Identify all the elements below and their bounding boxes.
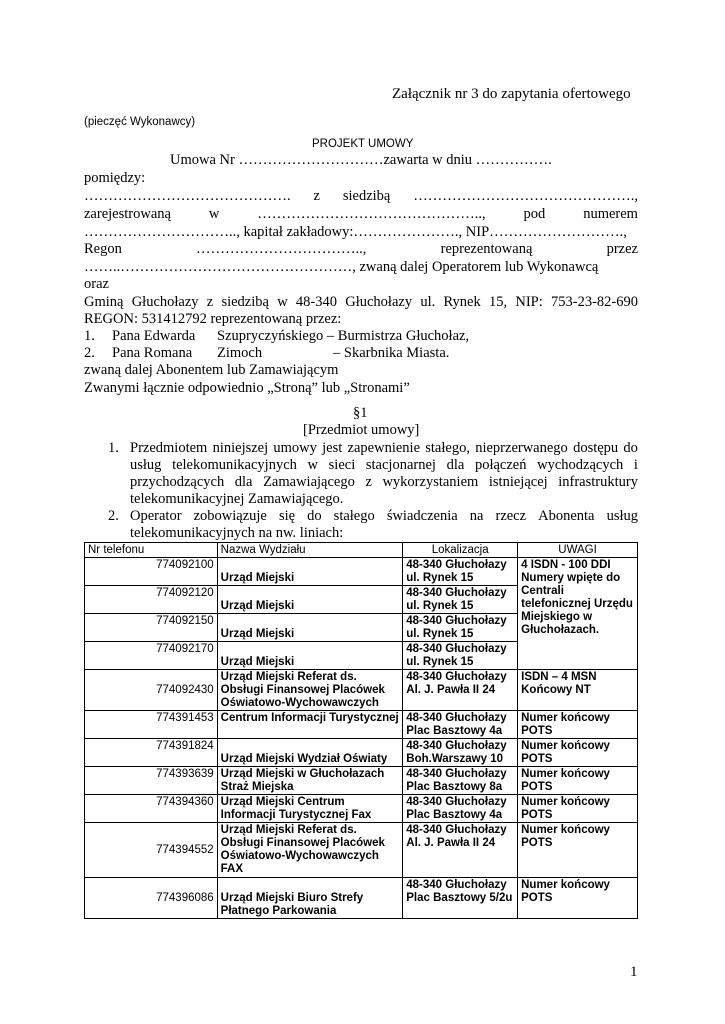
location-cell: 48-340 Głuchołazy Plac Basztowy 4a — [403, 795, 518, 823]
department-cell: Urząd Miejski w Głuchołazach Straż Miejska — [217, 767, 403, 795]
department-cell: Centrum Informacji Turystycznej — [217, 711, 403, 739]
notes-cell: Numer końcowy POTS — [518, 739, 638, 767]
phone-number-cell: 774394552 — [85, 823, 218, 878]
and-label: oraz — [84, 276, 109, 292]
table-row — [85, 711, 638, 739]
table-row — [85, 878, 638, 919]
department-cell: Urząd Miejski Wydział Oświaty — [217, 739, 403, 767]
rep-1-name: Pana Edwarda — [112, 328, 196, 344]
column-header-location: Lokalizacja — [403, 543, 518, 558]
notes-cell: Numer końcowy POTS — [518, 878, 638, 919]
rep-1-role: Szupryczyńskiego – Burmistrza Głuchołaz, — [217, 328, 470, 344]
department-cell: Urząd Miejski — [217, 642, 403, 670]
paragraph-2-line-2: telekomunikacyjnych na nw. liniach: — [130, 525, 344, 541]
department-cell: Urząd Miejski Biuro Strefy Płatnego Parkowania — [217, 878, 403, 919]
notes-cell: ISDN – 4 MSN Końcowy NT — [518, 670, 638, 711]
department-cell: Urząd Miejski Referat ds. Obsługi Finansowej Placówek Oświatowo-Wychowawczych — [217, 670, 403, 711]
parties-definition: Zwanymi łącznie odpowiednio „Stroną” lub „Stronami” — [84, 380, 410, 396]
column-header-notes: UWAGI — [518, 543, 638, 558]
between-label: pomiędzy: — [84, 170, 146, 186]
location-cell: 48-340 Głuchołazy Al. J. Pawła II 24 — [403, 823, 518, 878]
location-cell: 48-340 Głuchołazy Boh.Warszawy 10 — [403, 739, 518, 767]
municipality-line: Gminą Głuchołazy z siedzibą w 48-340 Głuchołazy ul. Rynek 15, NIP: 753-23-82-690 — [84, 294, 638, 310]
paragraph-2-line-1: Operator zobowiązuje się do stałego świadczenia na rzecz Abonenta usług — [130, 508, 638, 524]
annex-title: Załącznik nr 3 do zapytania ofertowego — [392, 86, 631, 102]
paragraph-2-number: 2. — [108, 508, 119, 524]
phone-number-cell: 774092430 — [85, 670, 218, 711]
location-cell: 48-340 Głuchołazy ul. Rynek 15 — [403, 586, 518, 614]
department-cell: Urząd Miejski — [217, 586, 403, 614]
party-line-3: ………………………….., kapitał zakładowy:…………………., NIP………………………., — [84, 224, 627, 240]
paragraph-1-line-4: telekomunikacyjnej Zamawiającego. — [130, 491, 344, 507]
table-row — [85, 558, 638, 586]
location-cell: 48-340 Głuchołazy Plac Basztowy 5/2u — [403, 878, 518, 919]
notes-cell: Numer końcowy POTS — [518, 823, 638, 878]
location-cell: 48-340 Głuchołazy Plac Basztowy 8a — [403, 767, 518, 795]
notes-cell: Numer końcowy POTS — [518, 795, 638, 823]
phone-number-cell: 774391453 — [85, 711, 218, 739]
department-cell: Urząd Miejski — [217, 614, 403, 642]
section-title: [Przedmiot umowy] — [303, 422, 420, 438]
phone-number-cell: 774092100 — [85, 558, 218, 586]
contract-line: Umowa Nr …………………………zawarta w dniu ……………. — [170, 152, 552, 168]
rep-1-number: 1. — [84, 328, 95, 344]
table-header-row — [85, 543, 638, 558]
location-cell: 48-340 Głuchołazy ul. Rynek 15 — [403, 642, 518, 670]
location-cell: 48-340 Głuchołazy ul. Rynek 15 — [403, 558, 518, 586]
rep-2-name: Pana Romana — [112, 345, 193, 361]
project-title: PROJEKT UMOWY — [312, 138, 414, 150]
paragraph-1-line-1: Przedmiotem niniejszej umowy jest zapewnienie stałego, nieprzerwanego dostępu do — [130, 440, 638, 456]
location-cell: 48-340 Głuchołazy Al. J. Pawła II 24 — [403, 670, 518, 711]
section-number: §1 — [353, 405, 368, 421]
paragraph-1-line-2: usług telekomunikacyjnych w sieci stacjonarnej dla połączeń wychodzących i — [130, 457, 638, 473]
rep-2-number: 2. — [84, 345, 95, 361]
table-row — [85, 795, 638, 823]
phone-number-cell: 774396086 — [85, 878, 218, 919]
regon-line: REGON: 531412792 reprezentowaną przez: — [84, 311, 342, 327]
department-cell: Urząd Miejski Centrum Informacji Turystycznej Fax — [217, 795, 403, 823]
phone-lines-table — [84, 542, 638, 919]
rep-2-role: – Skarbnika Miasta. — [333, 345, 450, 361]
subscriber-definition: zwaną dalej Abonentem lub Zamawiającym — [84, 362, 339, 378]
table-row — [85, 767, 638, 795]
stamp-label: (pieczęć Wykonawcy) — [84, 116, 196, 128]
party-line-2: zarejestrowaną w ……………………………………….., pod numerem — [84, 206, 638, 222]
table-row — [85, 670, 638, 711]
notes-cell: Numer końcowy POTS — [518, 767, 638, 795]
column-header-number: Nr telefonu — [85, 543, 218, 558]
paragraph-1-line-3: przychodzących dla Zamawiającego z wykorzystaniem istniejącej infrastruktury — [130, 474, 638, 490]
location-cell: 48-340 Głuchołazy Plac Basztowy 4a — [403, 711, 518, 739]
phone-number-cell: 774391824 — [85, 739, 218, 767]
phone-number-cell: 774092150 — [85, 614, 218, 642]
operator-definition: ……..…………………………………………, zwaną dalej Operatorem lub Wykonawcą — [84, 259, 599, 275]
paragraph-1-number: 1. — [108, 440, 119, 456]
party-line-4: Regon …………………………….., reprezentowaną przez — [84, 241, 638, 257]
phone-number-cell: 774394360 — [85, 795, 218, 823]
phone-number-cell: 774393639 — [85, 767, 218, 795]
rep-2-surname: Zimoch — [217, 345, 263, 361]
table-row — [85, 823, 638, 878]
page-number: 1 — [630, 964, 638, 980]
table-row — [85, 739, 638, 767]
location-cell: 48-340 Głuchołazy ul. Rynek 15 — [403, 614, 518, 642]
phone-number-cell: 774092170 — [85, 642, 218, 670]
notes-cell: Numer końcowy POTS — [518, 711, 638, 739]
department-cell: Urząd Miejski — [217, 558, 403, 586]
merged-notes-cell: 4 ISDN - 100 DDI Numery wpięte do Centrali telefonicznej Urzędu Miejskiego w Głuchołazach. — [518, 558, 638, 670]
party-line-1: ……………………………………. z siedzibą ………………………………………., — [84, 188, 638, 204]
phone-number-cell: 774092120 — [85, 586, 218, 614]
department-cell: Urząd Miejski Referat ds. Obsługi Finansowej Placówek Oświatowo-Wychowawczych FAX — [217, 823, 403, 878]
column-header-department: Nazwa Wydziału — [217, 543, 403, 558]
